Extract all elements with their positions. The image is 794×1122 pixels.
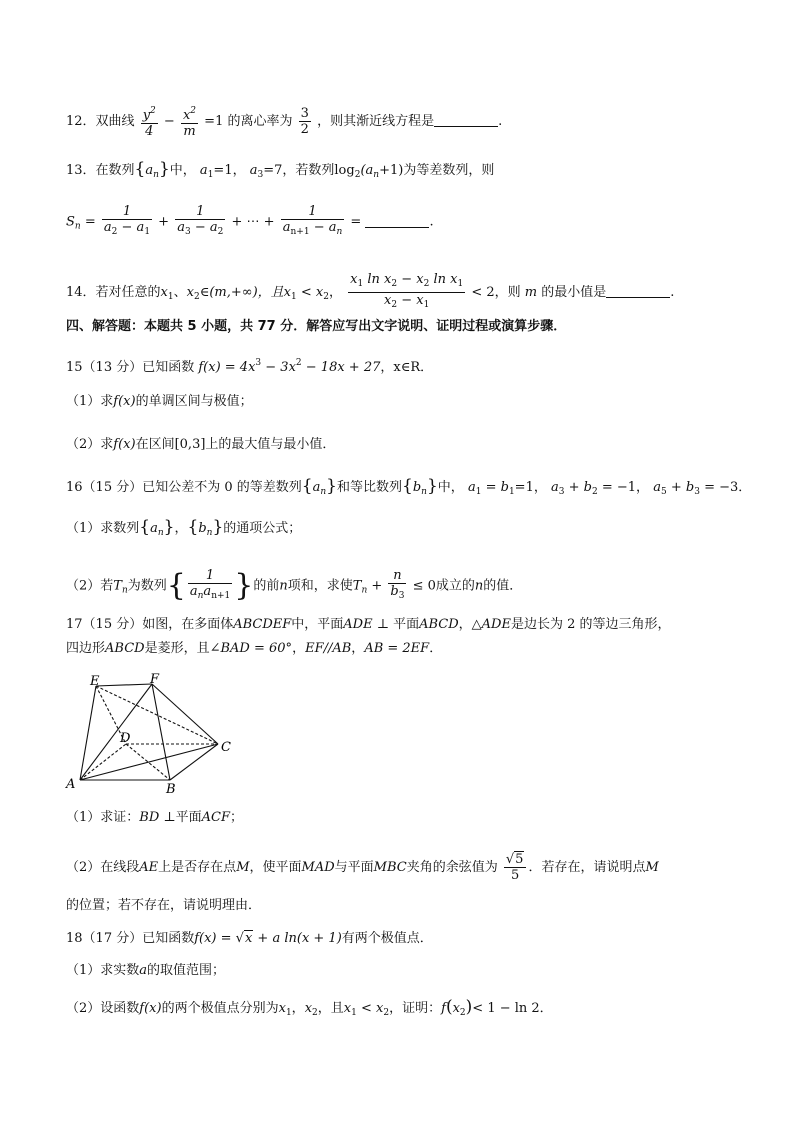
question-15-part1: （1）求f(x)的单调区间与极值； — [66, 394, 253, 409]
edge-EC — [96, 686, 218, 744]
question-16: 16（15 分）已知公差不为 0 的等差数列$\{a_n\}$和等比数列$\{b_n\}$中， $a_1 = b_1=1$， $a_3 + b_2 = -1$， $a_5 + b_3 = -3$． — [66, 476, 752, 497]
question-15: 15（13 分）已知函数 $f(x) = 4x^3 - 3x^2 - 18x + 27$，x∈R． — [66, 358, 434, 375]
label-D: D — [120, 731, 131, 746]
question-12: 12．双曲线 $\frac{y^2}{4}$ − $\frac{x^2}{m}$ =1 的离心率为 $\frac{3}{2}$ ，则其渐近线方程是 . — [66, 106, 503, 139]
label-B: B — [166, 782, 176, 797]
edge-FA — [80, 684, 152, 780]
fraction-x2-m: $\frac{x^2}{m}$ — [182, 106, 197, 139]
edge-EF — [96, 684, 152, 686]
answer-blank[interactable] — [606, 285, 670, 298]
question-13-line1: 13．在数列$\{a_n\}$中， $a_1=1$， $a_3=7$，若数列$\log_2(a_n+1)$为等差数列，则 — [66, 159, 495, 180]
label-E: E — [90, 674, 100, 689]
question-15-part2: （2）求f(x)在区间[0,3]上的最大值与最小值． — [66, 437, 336, 452]
question-18: 18（17 分）已知函数f(x) = √x + a ln(x + 1)有两个极值点． — [66, 931, 433, 946]
edge-EA — [80, 686, 96, 780]
question-17-line1: 17（15 分）如图，在多面体ABCDEF中，平面ADE ⊥ 平面ABCD，△ADE是边长为 2 的等边三角形， — [66, 617, 671, 632]
answer-blank[interactable] — [365, 215, 429, 228]
answer-blank[interactable] — [434, 114, 498, 127]
label-A: A — [66, 777, 76, 792]
question-17-line2: 四边形ABCD是菱形，且∠BAD = 60°，EF//AB，AB = 2EF． — [66, 641, 443, 656]
edge-BC — [170, 744, 218, 780]
question-16-part2: （2）若$T_n$为数列{ $\frac{1}{a_na_{n+1}}$ }的前n项和，求使$T_n$ + $\frac{n}{b_3}$ ≤ 0成立的n的值． — [66, 568, 523, 603]
question-17-part1: （1）求证：BD ⊥平面ACF； — [66, 810, 244, 825]
label-C: C — [221, 740, 231, 755]
diagonal-AC — [80, 744, 218, 780]
label-F: F — [150, 672, 160, 687]
fraction-y2-4: $\frac{y^2}{4}$ — [142, 106, 156, 139]
question-18-part1: （1）求实数a的取值范围； — [66, 963, 226, 978]
question-14: 14．若对任意的$x_1$、$x_2\in(m,+\infty)$，且$x_1 < x_2$， $\frac{x_1 \ln x_2 - x_2 \ln x_1}{x_2 - x_1}$ < 2，则 m 的最小值是 . — [66, 272, 675, 310]
question-17-part2: （2）在线段AE上是否存在点M，使平面MAD与平面MBC夹角的余弦值为 $\frac{√5}{5}$ ．若存在，请说明点M — [66, 852, 659, 883]
question-18-part2: （2）设函数f(x)的两个极值点分别为$x_1$，$x_2$，且$x_1 < x_2$，证明：$f(x_2)< 1 - \ln 2$． — [66, 997, 553, 1018]
question-13-line2: $S_n$ = $\frac{1}{a_2 - a_1}$ + $\frac{1}{a_3 - a_2}$ + ⋯ + $\frac{1}{a_{n+1} - a_n}$ = . — [66, 204, 434, 237]
section-heading: 四、解答题：本题共 5 小题，共 77 分．解答应写出文字说明、证明过程或演算步骤． — [66, 319, 567, 334]
question-16-part1: （1）求数列$\{a_n\}$，$\{b_n\}$的通项公式； — [66, 517, 302, 538]
polyhedron-figure — [60, 672, 250, 802]
fraction-3-2: $\frac{3}{2}$ — [300, 106, 309, 137]
question-17-part2-cont: 的位置；若不存在，请说明理由． — [66, 898, 262, 913]
